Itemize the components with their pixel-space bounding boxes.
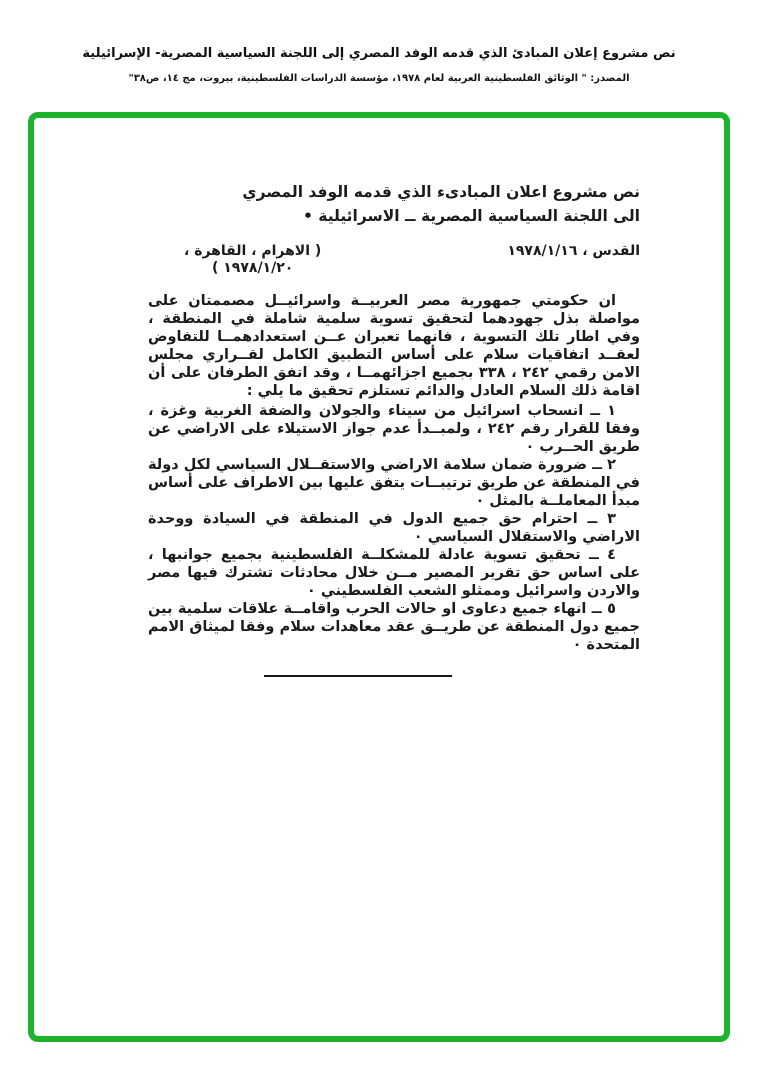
clause-item-2: ٢ ــ ضرورة ضمان سلامة الاراضي والاستقــلال السياسي لكل دولة في المنطقة عن طريق ترتيبــات يتفق عليها بين الاطراف على أساس مبدأ المعاملــة بالمثل ٠ <box>148 457 640 509</box>
clause-item-1: ١ ــ انسحاب اسرائيل من سيناء والجولان والضفة الغربية وغزة ، وفقا للقرار رقم ٢٤٢ ، ولمبــدأ عدم جواز الاستيلاء على الاراضي عن طريق الحــرب ٠ <box>148 403 640 455</box>
document-body <box>148 292 640 654</box>
source-citation: المصدر: " الوثائق الفلسطينية العربية لعام ١٩٧٨، مؤسسة الدراسات الفلسطينية، بيروت، مج ١٤، ص٣٨" <box>128 73 630 84</box>
document-title-line1: نص مشروع اعلان المبادىء الذي قدمه الوفد المصري <box>242 183 640 201</box>
document-title-line2: الى اللجنة السياسية المصرية ــ الاسرائيلية • <box>303 207 640 225</box>
document-title <box>148 180 640 228</box>
dateline-citation <box>184 243 321 277</box>
intro-paragraph: ان حكومتي جمهورية مصر العربيــة واسرائيــل مصممتان على مواصلة بذل جهودهما لتحقيق تسوية سلمية شاملة في المنطقة ، وفي اطار تلك التسوية ، فانهما تعبران عــن استعدادهمــا للتفاوض لعقــد اتفاقيات سلام على أساس التطبيق الكامل لقــراري مجلس الامن رقمي ٢٤٢ ، ٣٣٨ بجميع اجزائهمــا ، وقد اتفق الطرفان على أن اقامة ذلك السلام العادل والدائم تستلزم تحقيق ما يلي : <box>148 293 641 399</box>
clause-item-3: ٣ ــ احترام حق جميع الدول في المنطقة في السيادة ووحدة الاراضي والاستقلال السياسي ٠ <box>148 511 640 545</box>
citation-line2: ١٩٧٨/١/٢٠ ) <box>211 260 294 276</box>
page-header <box>0 44 758 85</box>
page-title: نص مشروع إعلان المبادئ الذي قدمه الوفد المصري إلى اللجنة السياسية المصرية- الإسرائيلية <box>82 46 676 61</box>
document-frame <box>28 112 730 1042</box>
closing-rule <box>264 675 452 677</box>
dateline-place-date: القدس ، ١٩٧٨/١/١٦ <box>507 243 640 259</box>
document-scan <box>148 180 640 677</box>
dateline <box>148 243 640 277</box>
clause-item-4: ٤ ــ تحقيق تسوية عادلة للمشكلــة الفلسطينية بجميع جوانبها ، على اساس حق تقرير المصير مــن خلال محادثات تشترك فيها مصر والاردن واسرائيل وممثلو الشعب الفلسطيني ٠ <box>148 547 640 599</box>
citation-line1: ( الاهرام ، القاهرة ، <box>184 243 322 259</box>
clause-item-5: ٥ ــ انهاء جميع دعاوى او حالات الحرب واقامــة علاقات سلمية بين جميع دول المنطقة عن طريــق عقد معاهدات سلام وفقا لميثاق الامم المتحدة ٠ <box>148 601 640 653</box>
